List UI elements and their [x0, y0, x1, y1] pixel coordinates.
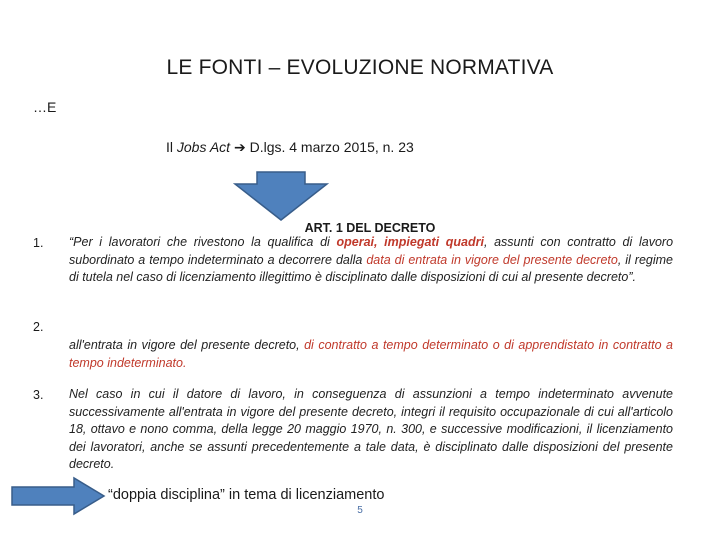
- paragraph-segment: di contratto a tempo determinato o di apprendistato in contratto a tempo indeterminato.: [69, 338, 673, 370]
- paragraph-segment: , il regime di tutela nel caso di licenziamento illegittimo è disciplinato dalle disposizioni di cui al presente decreto”.: [69, 252, 673, 284]
- subtitle-prefix: Il: [166, 139, 177, 155]
- paragraph-segment: “Per i lavoratori che rivestono la qualifica di: [69, 235, 337, 249]
- paragraph-segment: , assunti con contratto di lavoro subordinato a tempo indeterminato a decorrere dalla: [69, 235, 674, 267]
- paragraph-segment: Nel caso in cui il datore di lavoro, in conseguenza di assunzioni a tempo indeterminato avvenute successivamente all'entrata in vigore del presente decreto, integri il requisito occupazionale di cui all'articolo 18, ottavo e nono comma, della legge 20 maggio 1970, n. 300, e successive modificazioni, il licenziamento dei lavoratori, anche se assunti precedentemente a tale data, è disciplinato dalle disposizioni del presente decreto.: [69, 387, 673, 471]
- down-arrow-icon: [233, 170, 329, 222]
- slide-title: LE FONTI – EVOLUZIONE NORMATIVA: [166, 56, 554, 79]
- subtitle-jobs-act: Jobs Act: [176, 139, 231, 155]
- page-number: 5: [357, 505, 363, 516]
- ellipsis-text: …E: [33, 99, 57, 115]
- subtitle-decree: D.lgs. 4 marzo 2015, n. 23: [249, 139, 414, 155]
- footer-text: “doppia disciplina” in tema di licenziamento: [108, 487, 385, 503]
- item-paragraph: [69, 386, 673, 474]
- item-number: 2.: [33, 320, 44, 334]
- item-paragraph: [69, 337, 673, 372]
- item-number: 3.: [33, 388, 44, 402]
- paragraph-segment: all'entrata in vigore del presente decreto,: [69, 338, 305, 352]
- item-number: 1.: [33, 236, 44, 250]
- subtitle-arrow-icon: ➔: [230, 139, 250, 155]
- paragraph-segment: data di entrata in vigore del presente decreto: [366, 252, 618, 267]
- article-heading: ART. 1 DEL DECRETO: [304, 221, 436, 235]
- paragraph-segment: operai, impiegati quadri: [336, 235, 484, 249]
- subtitle: [166, 139, 414, 156]
- item-paragraph: [69, 234, 673, 287]
